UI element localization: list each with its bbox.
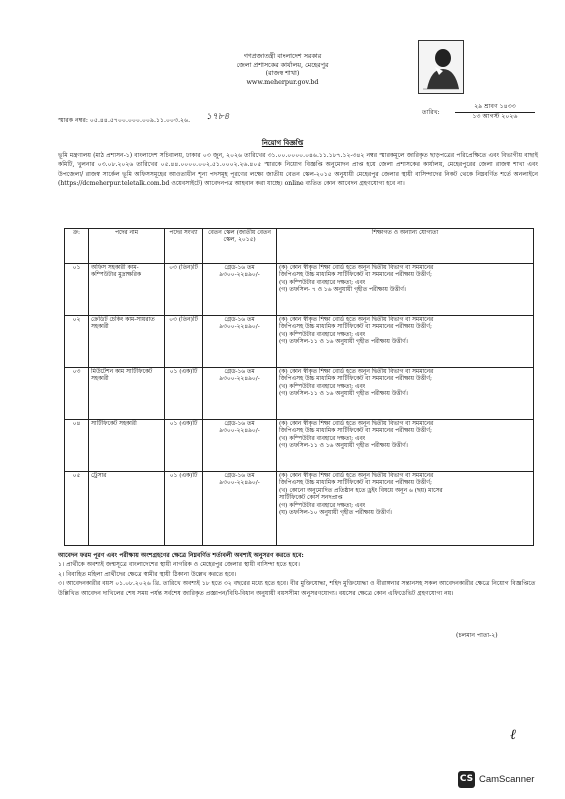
condition-item: ২। বিবাহিত মহিলা প্রার্থীদের ক্ষেত্রে স্বামীর স্থায়ী ঠিকানা উল্লেখ করতে হবে। [58, 570, 237, 578]
qual-line: (ক) কোন স্বীকৃত শিক্ষা বোর্ড হতে অনূন দ্বিতীয় বিভাগ বা সমমানের [279, 473, 434, 479]
qual-line: (ক) কোন স্বীকৃত শিক্ষা বোর্ড হতে অনূন দ্বিতীয় বিভাগ বা সমমানের [279, 265, 434, 271]
grade: গ্রেড-১৬ তম [224, 265, 255, 271]
pay-range: ৯৩০০-২২৪৯০/- [219, 480, 260, 487]
qual-line: জিপিএসহ উচ্চ মাধ্যমিক সার্টিফিকেট বা সমমানের পরীক্ষায় উত্তীর্ণ; [279, 428, 432, 435]
date-english: ১৩ আগস্ট ২০২৬ [472, 112, 518, 120]
signature-mark: ℓ [510, 727, 516, 743]
cell-pay [203, 472, 277, 546]
grade: গ্রেড-১৬ তম [224, 369, 255, 375]
cell-serial: ০৩ [65, 368, 89, 420]
qual-line: (ঘ) তফসিল-১০ অনুযায়ী গৃহীত পরীক্ষায় উত্তীর্ণ। [279, 509, 392, 516]
qual-line: (ক) কোন স্বীকৃত শিক্ষা বোর্ড হতে অনূন দ্বিতীয় বিভাগ বা সমমানের [279, 369, 434, 375]
cell-post: ট্রেসার [89, 472, 165, 546]
cell-count: ০১ (এক)টি [165, 420, 203, 472]
grade: গ্রেড-১৬ তম [224, 421, 255, 427]
pay-range: ৯৩০০-২২৪৯০/- [219, 324, 260, 331]
cell-serial: ০৫ [65, 472, 89, 546]
col-count: পদের সংখ্যা [165, 229, 203, 264]
cell-qualification [277, 368, 534, 420]
qual-line: (গ) তফসিল-১১ ও ১৬ অনুযায়ী গৃহীত পরীক্ষায় উত্তীর্ণ। [279, 443, 408, 450]
cell-pay [203, 420, 277, 472]
qual-line: জিপিএসহ উচ্চ মাধ্যমিক সার্টিফিকেট বা সমমানের পরীক্ষায় উত্তীর্ণ; [279, 324, 432, 331]
camscanner-watermark [458, 771, 534, 788]
cell-qualification [277, 420, 534, 472]
cell-qualification [277, 316, 534, 368]
qual-line: জিপিএসহ উচ্চ মাধ্যমিক সার্টিফিকেট বা সমমানের পরীক্ষায় উত্তীর্ণ; [279, 480, 432, 487]
qual-line: জিপিএসহ উচ্চ মাধ্যমিক সার্টিফিকেট বা সমমানের পরীক্ষায় উত্তীর্ণ; [279, 376, 432, 383]
cell-pay [203, 316, 277, 368]
col-qualification: শিক্ষাগত ও অন্যান্য যোগ্যতা [277, 229, 534, 264]
qual-line: (ক) কোন স্বীকৃত শিক্ষা বোর্ড হতে অনূন দ্বিতীয় বিভাগ বা সমমানের [279, 317, 434, 323]
vacancy-table [64, 228, 534, 546]
cell-post: অফিস সহকারী কাম-কম্পিউটার মুদ্রাক্ষরিক [89, 264, 165, 316]
cell-serial: ০৪ [65, 420, 89, 472]
qual-line: (গ) কম্পিউটার ব্যবহারে দক্ষতা; এবং [279, 502, 366, 509]
cell-pay [203, 264, 277, 316]
date-label: তারিখ: [422, 109, 440, 116]
cell-count: ০১ (এক)টি [165, 368, 203, 420]
cell-count: ০৩ (তিন)টি [165, 316, 203, 368]
grade: গ্রেড-১৬ তম [224, 317, 255, 323]
pay-range: ৯৩০০-২২৪৯০/- [219, 376, 260, 383]
col-serial: ক্র: [65, 229, 89, 264]
condition-item: ১। প্রার্থীকে অবশ্যই জন্মসূত্রে বাংলাদেশের স্থায়ী নাগরিক ও মেহেরপুর জেলার স্থায়ী বাসিন্দা হতে হবে। [58, 561, 300, 569]
portrait-image [418, 40, 464, 94]
qual-line: (গ) তফসিল-১১ ও ১৬ অনুযায়ী গৃহীত পরীক্ষায় উত্তীর্ণ। [279, 391, 408, 398]
cell-pay [203, 368, 277, 420]
date-bangla: ২৯ শ্রাবণ ১৪৩৩ [455, 103, 535, 113]
condition-item: ৩। আবেদনকারীর বয়স ০১.০৮.২০২৬ খ্রি. তারিখে অবশ্যই ১৮ হতে ৩২ বছরের মধ্যে হতে হবে। বীর মুক্তিযোদ্ধা, শহিদ মুক্তিযোদ্ধা ও বীরাঙ্গনার সন্তানসহ সকল আবেদনকারীর ক্ষেত্রে নিয়োগ বিজ্ঞপ্তিতে উল্লিখিত আবেদন দাখিলের শেষ সময় পর্যন্ত সর্বশেষ জারিকৃত প্রজ্ঞাপন/বিধি-বিধান অনুযায়ী বয়সসীমা অনুসরণযোগ্য। বয়সের ক্ষেত্রে কোন এফিডেভিট গ্রহণযোগ্য নয়। [58, 580, 536, 597]
table-header-row [65, 229, 534, 264]
header-line-1: গণপ্রজাতন্ত্রী বাংলাদেশ সরকার [243, 52, 322, 60]
conditions-section [58, 551, 540, 598]
qual-line: (খ) কম্পিউটার ব্যবহারে দক্ষতা; এবং [279, 331, 366, 338]
cell-post: মিউটেশন কাম সার্টিফিকেট সহকারী [89, 368, 165, 420]
handwritten-number: ১৭৮৪ [206, 112, 230, 122]
cell-qualification [277, 472, 534, 546]
table-row [65, 420, 534, 472]
col-post: পদের নাম [89, 229, 165, 264]
table-row [65, 472, 534, 546]
qual-line: সার্টিফিকেট কোর্স সনদপ্রাপ্ত [279, 495, 343, 502]
cell-count: ০৩ (তিন)টি [165, 264, 203, 316]
col-pay-scale: বেতন স্কেল (জাতীয় বেতন স্কেল, ২০১৫) [203, 229, 277, 264]
conditions-heading: আবেদন ফরম পূরণ এবং পরীক্ষায় অংশগ্রহণের ক্ষেত্রে নিম্নবর্ণিত শর্তাবলী অবশ্যই অনুসরণ করতে হবে: [58, 552, 304, 559]
qual-line: (ক) কোন স্বীকৃত শিক্ষা বোর্ড হতে অনূন দ্বিতীয় বিভাগ বা সমমানের [279, 421, 434, 427]
cell-count: ০১ (এক)টি [165, 472, 203, 546]
memo-label: স্মারক নম্বর: [58, 117, 88, 124]
qual-line: (গ) তফসিল- ৭ ও ১৬ অনুযায়ী গৃহীত পরীক্ষায় উত্তীর্ণ। [279, 287, 406, 294]
table-row [65, 368, 534, 420]
table-row [65, 316, 534, 368]
continued-page-note: (চলমান পাতা-২) [456, 632, 498, 639]
qual-line: জিপিএসহ উচ্চ মাধ্যমিক সার্টিফিকেট বা সমমানের পরীক্ষায় উত্তীর্ণ; [279, 272, 432, 279]
cell-serial: ০১ [65, 264, 89, 316]
pay-range: ৯৩০০-২২৪৯০/- [219, 272, 260, 279]
office-header [0, 52, 565, 87]
qual-line: (খ) কম্পিউটার ব্যবহারে দক্ষতা; এবং [279, 279, 366, 286]
cell-qualification [277, 264, 534, 316]
qual-line: (খ) কোনো অনুমোদিত প্রতিষ্ঠান হতে ড্রইং বিষয়ে অনূন ৬ (ছয়) মাসের [279, 487, 443, 494]
website-link[interactable]: www.meherpur.gov.bd [246, 77, 319, 86]
header-line-3: (রাজস্ব শাখা) [265, 69, 300, 78]
cell-serial: ০২ [65, 316, 89, 368]
camscanner-logo-icon: CS [458, 771, 475, 788]
header-line-2: জেলা প্রশাসকের কার্যালয়, মেহেরপুর [236, 60, 329, 69]
notice-body: ভূমি মন্ত্রণালয় (মাঠ প্রশাসন-১) বাংলাদেশ সচিবালয়, ঢাকার ০৩ জুন, ২০২৬ তারিখের ৩১.০০.০০০০.০৪৬.১১.১৮৭.১২-৩৪২ নম্বর স্মারকমূলে জারিকৃত ছাড়পত্রের পরিপ্রেক্ষিতে এবং বিভাগীয় বাছাই কমিটি, খুলনার ০৩.০৮.২০২৬ তারিখের ০৫.৪৪.০০০০.০০২.৫১.০০০২.২৬.৪০৫ স্মারকে নিয়োগ বিজ্ঞপ্তি অনুমোদন প্রাপ্ত হয়ে জেলা প্রশাসকের কার্যালয়, মেহেরপুরের জেলা রাজস্ব শাখা এবং উপজেলা/ রাজস্ব সার্কেল ভূমি অফিসসমূহের আওতাধীন শূন্য পদসমূহ পূরণের লক্ষ্যে জাতীয় বেতন স্কেল-২০১৫ অনুযায়ী মেহেরপুর জেলার স্থায়ী বাসিন্দাদের নিকট থেকে নিম্নবর্ণিত শর্তে অনলাইনে (https://dcmeherpur.teletalk.com.bd ওয়েবসাইটে) আবেদনপত্র আহবান করা যাচ্ছে। online ব্যতিত কোন আবেদন গ্রহণযোগ্য হবে না। [58, 152, 538, 187]
grade: গ্রেড-১৬ তম [224, 473, 255, 479]
camscanner-label: CamScanner [479, 773, 535, 785]
date-block [422, 103, 535, 121]
qual-line: (খ) কম্পিউটার ব্যবহারে দক্ষতা; এবং [279, 435, 366, 442]
memo-reference [58, 117, 190, 125]
qual-line: (খ) কম্পিউটার ব্যবহারে দক্ষতা; এবং [279, 383, 366, 390]
memo-number: ০৫.৪৪.৫৭০০.০০০.০০৯.১১.০০৩.২৬. [89, 117, 191, 124]
pay-range: ৯৩০০-২২৪৯০/- [219, 428, 260, 435]
cell-post: সার্টিফিকেট সহকারী [89, 420, 165, 472]
notice-title: নিয়োগ বিজ্ঞপ্তি [261, 139, 304, 147]
qual-line: (গ) তফসিল-১১ ও ১৬ অনুযায়ী গৃহীত পরীক্ষায় উত্তীর্ণ। [279, 339, 408, 346]
table-row [65, 264, 534, 316]
cell-post: ক্রেডিট চেকিং কাম-সায়রাত সহকারী [89, 316, 165, 368]
